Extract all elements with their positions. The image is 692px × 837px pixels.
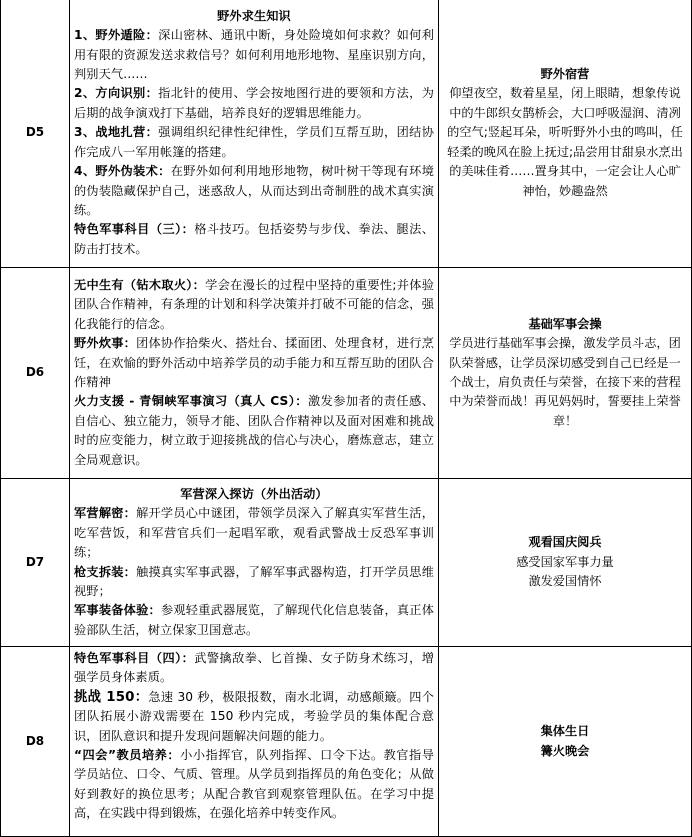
activity-item-text: 武警擒敌拳、匕首操、女子防身术练习，增强学员身体素质。 bbox=[74, 651, 434, 685]
activity-item bbox=[74, 334, 434, 392]
evening-text: 仰望夜空，数着星星，闭上眼睛，想象传说中的牛郎织女鹊桥会，大口呼吸湿润、清冽的空气;竖起耳朵，听听野外小虫的鸣叫，任轻柔的晚风在脸上抚过;品尝用甘甜泉水烹出的美味佳肴……置身其中，一定会让人心旷神怡，妙趣盎然 bbox=[447, 86, 683, 198]
activity-item-label: 无中生有（钻木取火）： bbox=[74, 277, 206, 292]
schedule-row-d6 bbox=[1, 268, 692, 479]
activity-item-text: 触摸真实军事武器，了解军事武器构造，打开学员思维视野； bbox=[74, 564, 434, 598]
activity-item-text: 急速 30 秒，极限报数，南水北调，动感颠簸。四个团队拓展小游戏需要在 150 秒内完成，考验学员的集体配合意识，团队意识和提升发现问题解决问题的能力。 bbox=[74, 689, 434, 743]
day-label: D8 bbox=[1, 647, 70, 837]
activity-item-text: 小小指挥官，队列指挥、口令下达。教官指导学员站位、口令、气质、管理。从学员到指挥员的角色变化；从做好到教好的换位思考；从配合教官到观察管理队伍。在学习中提高，在实践中得到锻炼，在强化培养中转变作风。 bbox=[74, 748, 435, 821]
evening-cell bbox=[439, 647, 692, 837]
evening-cell bbox=[439, 479, 692, 647]
activity-item bbox=[74, 276, 434, 334]
activity-item bbox=[74, 84, 434, 123]
activity-item-label: 军事装备体验： bbox=[74, 603, 161, 618]
activity-cell bbox=[70, 479, 439, 647]
activity-item bbox=[74, 220, 434, 259]
evening-text: 学员进行基础军事会操，激发学员斗志，团队荣誉感，让学员深切感受到自己已经是一个战士，肩负责任与荣誉，在接下来的营程中为荣誉而战！再见妈妈时，誓要挂上荣誉章！ bbox=[449, 336, 681, 428]
activity-item-label: “四会”教员培养： bbox=[74, 748, 181, 763]
schedule-row-d8 bbox=[1, 647, 692, 837]
activity-cell bbox=[70, 647, 439, 837]
activity-item-label: 野外炊事： bbox=[74, 336, 137, 351]
evening-title: 篝火晚会 bbox=[540, 743, 590, 758]
activity-item-label: 1、野外遁险： bbox=[74, 28, 159, 43]
day-label: D5 bbox=[1, 0, 70, 268]
activity-item-text: 强调组织纪律性纪律性，学员们互帮互助，团结协作完成八一军用帐篷的搭建。 bbox=[74, 125, 435, 159]
activity-cell bbox=[70, 0, 439, 268]
activity-cell bbox=[70, 268, 439, 479]
activity-item bbox=[74, 688, 434, 746]
activity-item-label: 4、野外伪装术： bbox=[74, 164, 171, 179]
evening-cell bbox=[439, 0, 692, 268]
activity-item bbox=[74, 746, 434, 824]
activity-item-label: 特色军事科目（三）： bbox=[74, 222, 195, 237]
evening-title: 基础军事会操 bbox=[528, 316, 602, 331]
activity-item-text: 团体协作拾柴火、搭灶台、揉面团、处理食材，进行烹饪，在欢愉的野外活动中培养学员的动手能力和互帮互助的团队合作精神 bbox=[74, 336, 434, 389]
activity-item bbox=[74, 563, 434, 602]
activity-item bbox=[74, 649, 434, 688]
activity-item-label: 特色军事科目（四）： bbox=[74, 651, 195, 665]
activity-section-title: 野外求生知识 bbox=[217, 8, 291, 23]
evening-line: 感受国家军事力量 bbox=[516, 554, 614, 569]
activity-item bbox=[74, 392, 434, 470]
activity-item-label: 挑战 150： bbox=[74, 689, 149, 705]
schedule-row-d7 bbox=[1, 479, 692, 647]
activity-item-text: 格斗技巧。包括姿势与步伐、拳法、腿法、防击打技术。 bbox=[74, 222, 434, 256]
activity-item-label: 2、方向识别： bbox=[74, 86, 159, 101]
activity-item bbox=[74, 26, 434, 84]
activity-item-label: 3、战地扎营： bbox=[74, 125, 159, 140]
activity-item-text: 激发参加者的责任感、自信心、独立能力，领导才能、团队合作精神以及面对困难和挑战时的应变能力，树立敢于迎接挑战的信心与决心，磨炼意志，建立全局观意识。 bbox=[74, 394, 435, 467]
activity-item-text: 深山密林、通讯中断，身处险境如何求救？如何利用有限的资源发送求救信号？如何利用地形地物、星座识别方向，判别天气…… bbox=[74, 28, 435, 82]
evening-cell bbox=[439, 268, 692, 479]
activity-item-text: 指北针的使用、学会按地图行进的要领和方法，为后期的战争演戏打下基础，培养良好的逻辑思维能力。 bbox=[74, 86, 435, 120]
activity-item bbox=[74, 504, 434, 562]
activity-item-text: 参观轻重武器展览，了解现代化信息装备，真正体验部队生活，树立保家卫国意志。 bbox=[74, 603, 435, 637]
activity-item-text: 学会在漫长的过程中坚持的重要性;并体验团队合作精神，有条理的计划和科学决策并打破不可能的信念，强化我能行的信念。 bbox=[74, 277, 434, 331]
activity-item-text: 在野外如何利用地形地物，树叶树干等现有环境的伪装隐藏保护自己，迷惑敌人，从而达到出奇制胜的战术真实演练。 bbox=[74, 164, 434, 217]
evening-line: 激发爱国情怀 bbox=[528, 574, 602, 589]
activity-item-label: 枪支拆装： bbox=[74, 564, 137, 579]
day-label: D6 bbox=[1, 268, 70, 479]
activity-section-title: 军营深入探访（外出活动） bbox=[180, 486, 328, 501]
activity-item bbox=[74, 601, 434, 640]
day-label: D7 bbox=[1, 479, 70, 647]
evening-title: 野外宿营 bbox=[540, 67, 590, 82]
activity-item-label: 军营解密： bbox=[74, 506, 137, 521]
evening-title: 观看国庆阅兵 bbox=[528, 535, 602, 550]
schedule-row-d5 bbox=[1, 0, 692, 268]
activity-item bbox=[74, 123, 434, 162]
evening-title: 集体生日 bbox=[540, 724, 590, 739]
activity-item-label: 火力支援 - 青铜峡军事演习（真人 CS）： bbox=[74, 394, 308, 409]
activity-item-text: 解开学员心中谜团，带领学员深入了解真实军营生活，吃军营饭，和军营官兵们一起唱军歌，观看武警战士反恐军事训练； bbox=[74, 506, 434, 560]
activity-item bbox=[74, 162, 434, 220]
